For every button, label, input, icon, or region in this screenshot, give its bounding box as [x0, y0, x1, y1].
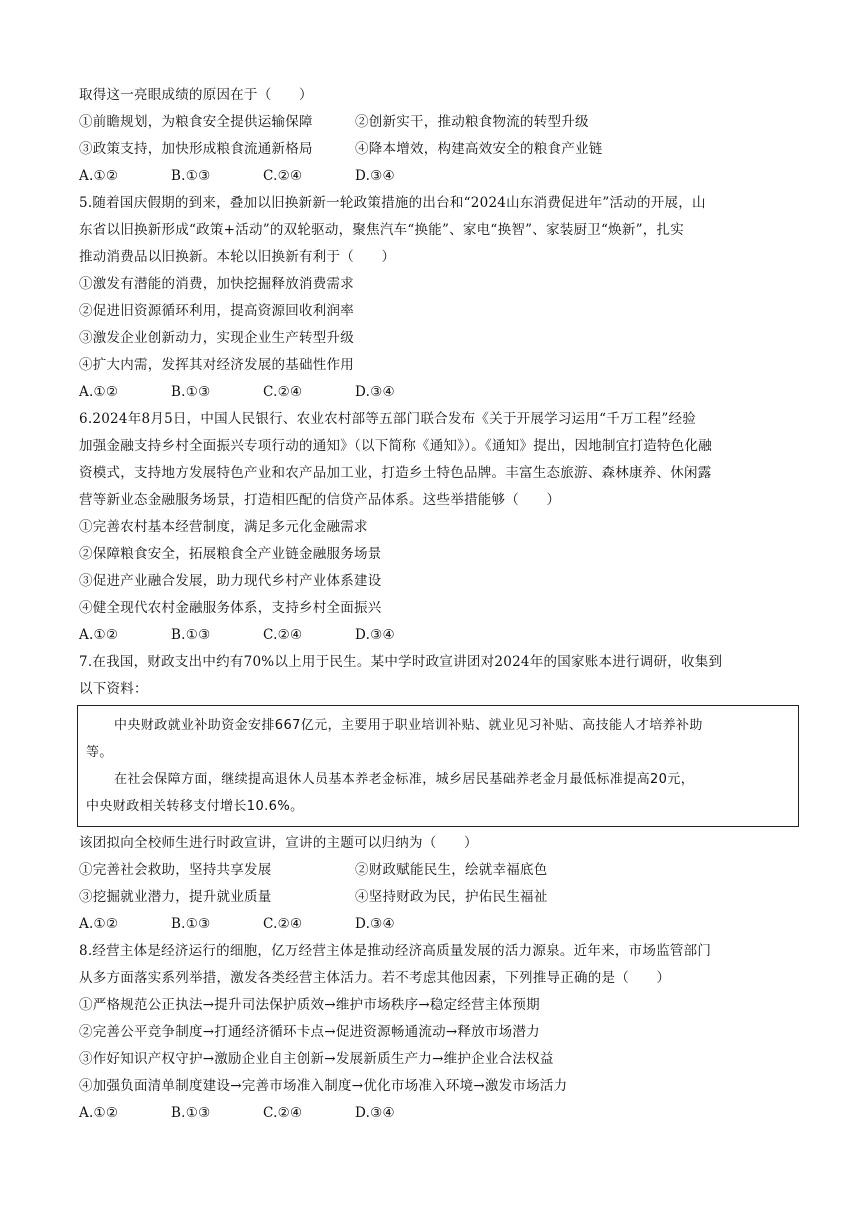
- option-a: A.①②: [79, 168, 119, 184]
- question-stem-line: 加强金融支持乡村全面振兴专项行动的通知》（以下简称《通知》）。《通知》提出，因地制宜打造特色化融: [79, 438, 712, 454]
- answer-options: [79, 911, 791, 938]
- answer-options: [79, 1100, 791, 1127]
- question-prompt: 该团拟向全校师生进行时政宣讲，宣讲的主题可以归纳为（ ）: [79, 835, 478, 851]
- question-6: [79, 406, 791, 649]
- choice-item-3: ③激发企业创新动力，实现企业生产转型升级: [79, 330, 354, 346]
- option-c: C.②④: [263, 384, 303, 400]
- material-paragraph-1: 中央财政就业补助资金安排667亿元，主要用于职业培训补贴、就业见习补贴、高技能人才培养补助: [114, 718, 703, 733]
- question-stem-line: 8.经营主体是经济运行的细胞，亿万经营主体是推动经济高质量发展的活力源泉。近年来，市场监管部门: [79, 943, 712, 959]
- choice-item-4: ④健全现代农村金融服务体系，支持乡村全面振兴: [79, 600, 382, 616]
- option-b: B.①③: [171, 168, 211, 184]
- question-stem: 取得这一亮眼成绩的原因在于（ ）: [79, 87, 313, 103]
- answer-options: [79, 379, 791, 406]
- choice-item-3: ③作好知识产权守护→激励企业自主创新→发展新质生产力→维护企业合法权益: [79, 1051, 554, 1067]
- option-c: C.②④: [263, 627, 303, 643]
- option-c: C.②④: [263, 1105, 303, 1121]
- answer-options: [79, 622, 791, 649]
- option-d: D.③④: [355, 627, 395, 643]
- question-stem-line: 东省以旧换新形成“政策+活动”的双轮驱动，聚焦汽车“换能”、家电“换智”、家装厨卫“焕新”，扎实: [79, 222, 685, 238]
- question-stem-line: 推动消费品以旧换新。本轮以旧换新有利于（ ）: [79, 249, 396, 265]
- choice-item-4: ④坚持财政为民，护佑民生福祉: [355, 889, 548, 905]
- option-a: A.①②: [79, 627, 119, 643]
- choice-item-3: ③促进产业融合发展，助力现代乡村产业体系建设: [79, 573, 382, 589]
- question-stem-line: 从多方面落实系列举措，激发各类经营主体活力。若不考虑其他因素，下列推导正确的是（ ）: [79, 970, 671, 986]
- choice-item-1: ①激发有潜能的消费，加快挖掘释放消费需求: [79, 276, 354, 292]
- question-stem-line: 6.2024年8月5日，中国人民银行、农业农村部等五部门联合发布《关于开展学习运用“千万工程”经验: [79, 411, 696, 427]
- option-d: D.③④: [355, 1105, 395, 1121]
- option-b: B.①③: [171, 1105, 211, 1121]
- question-7: [79, 649, 791, 938]
- choice-item-2: ②创新实干，推动粮食物流的转型升级: [355, 114, 589, 130]
- material-paragraph-1-cont: 等。: [86, 745, 113, 760]
- choice-item-1: ①完善农村基本经营制度，满足多元化金融需求: [79, 519, 368, 535]
- question-stem-line: 5.随着国庆假期的到来，叠加以旧换新新一轮政策措施的出台和“2024山东消费促进年”活动的开展，山: [79, 195, 706, 211]
- question-8: [79, 938, 791, 1127]
- choice-item-2: ②财政赋能民生，绘就幸福底色: [355, 862, 548, 878]
- option-b: B.①③: [171, 384, 211, 400]
- question-5: [79, 190, 791, 406]
- question-stem-line: 7.在我国，财政支出中约有70%以上用于民生。某中学时政宣讲团对2024年的国家账本进行调研，收集到: [79, 654, 723, 670]
- choice-item-3: ③挖掘就业潜力，提升就业质量: [79, 889, 272, 905]
- question-stem-line: 营等新业态金融服务场景，打造相匹配的信贷产品体系。这些举措能够（ ）: [79, 492, 561, 508]
- option-a: A.①②: [79, 1105, 119, 1121]
- option-c: C.②④: [263, 916, 303, 932]
- option-d: D.③④: [355, 168, 395, 184]
- answer-options: [79, 163, 791, 190]
- question-stem-line: 以下资料：: [79, 681, 148, 697]
- option-b: B.①③: [171, 627, 211, 643]
- choice-item-4: ④降本增效，构建高效安全的粮食产业链: [355, 141, 603, 157]
- choice-item-4: ④加强负面清单制度建设→完善市场准入制度→优化市场准入环境→激发市场活力: [79, 1078, 568, 1094]
- option-d: D.③④: [355, 384, 395, 400]
- choice-item-3: ③政策支持，加快形成粮食流通新格局: [79, 141, 313, 157]
- exam-page: [79, 82, 791, 1127]
- choice-item-1: ①严格规范公正执法→提升司法保护质效→维护市场秩序→稳定经营主体预期: [79, 997, 540, 1013]
- material-box: [77, 705, 799, 827]
- option-a: A.①②: [79, 916, 119, 932]
- choice-item-2: ②保障粮食安全，拓展粮食全产业链金融服务场景: [79, 546, 382, 562]
- question-stem-line: 资模式，支持地方发展特色产业和农产品加工业，打造乡土特色品牌。丰富生态旅游、森林康养、休闲露: [79, 465, 712, 481]
- choice-item-2: ②完善公平竞争制度→打通经济循环卡点→促进资源畅通流动→释放市场潜力: [79, 1024, 540, 1040]
- option-b: B.①③: [171, 916, 211, 932]
- material-paragraph-2: 在社会保障方面，继续提高退休人员基本养老金标准，城乡居民基础养老金月最低标准提高20元，: [114, 772, 695, 787]
- choice-item-2: ②促进旧资源循环利用，提高资源回收利润率: [79, 303, 354, 319]
- choice-item-4: ④扩大内需，发挥其对经济发展的基础性作用: [79, 357, 354, 373]
- option-c: C.②④: [263, 168, 303, 184]
- material-paragraph-2-cont: 中央财政相关转移支付增长10.6%。: [86, 799, 304, 814]
- option-d: D.③④: [355, 916, 395, 932]
- option-a: A.①②: [79, 384, 119, 400]
- choice-item-1: ①前瞻规划，为粮食安全提供运输保障: [79, 114, 313, 130]
- choice-item-1: ①完善社会救助，坚持共享发展: [79, 862, 272, 878]
- question-4: [79, 82, 791, 190]
